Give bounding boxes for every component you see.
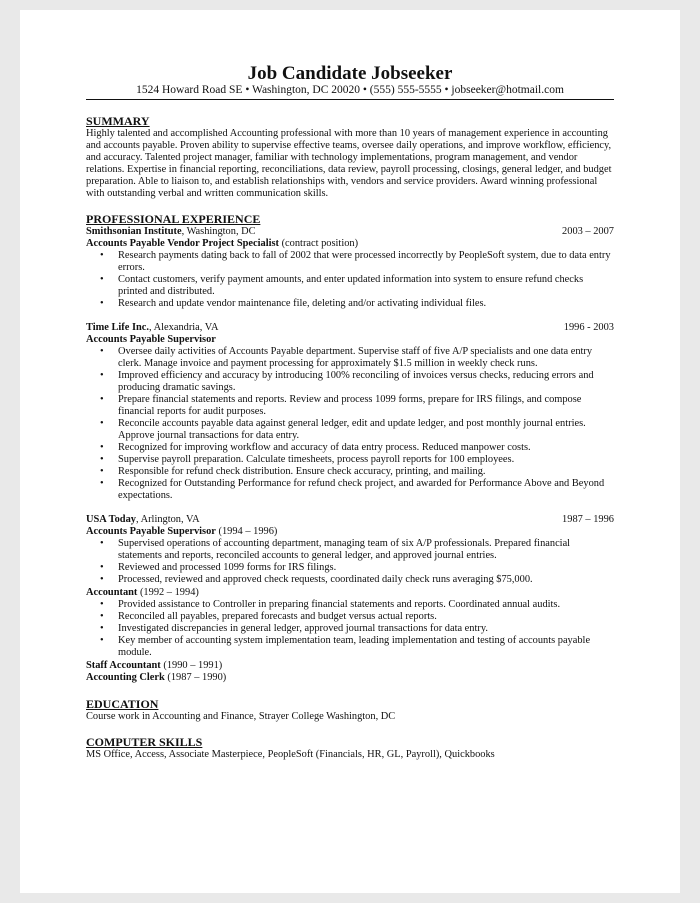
job-header [86,514,614,526]
job-subposition-line [86,587,614,599]
job-sub-bullets [86,599,614,659]
extra-role-line [86,672,614,684]
list-item: • Processed, reviewed and approved check requests, coordinated daily check runs averaging $75,000. [86,574,614,586]
job-position: Accounts Payable Supervisor [86,334,216,345]
experience-heading: PROFESSIONAL EXPERIENCE [86,212,261,226]
job-location: , Arlington, VA [135,514,200,525]
job-position-note: (contract position) [279,238,359,249]
job-position-line [86,334,614,346]
education-text: Course work in Accounting and Finance, Strayer College Washington, DC [86,711,396,722]
summary-heading: SUMMARY [86,114,150,128]
job-header [86,226,614,238]
job-subposition-note: (1992 – 1994) [137,587,199,598]
job-bullets [86,538,614,586]
job-bullets [86,250,614,310]
list-item: • Prepare financial statements and reports. Review and process 1099 forms, prepare for IRS filings, and compose financial reports for audit purposes. [86,394,614,418]
job-position-line [86,238,614,250]
extra-role-title: Staff Accountant [86,660,161,671]
job-employer: USA Today [86,514,136,525]
list-item: • Oversee daily activities of Accounts Payable department. Supervise staff of five A/P specialists and one data entry clerk. Manage invoice and payment processing for approximately $1.5 million in weekly check runs. [86,346,614,370]
education-heading: EDUCATION [86,697,159,711]
list-item: • Improved efficiency and accuracy by introducing 100% reconciling of invoices versus checks, reducing errors and producing dramatic savings. [86,370,614,394]
job-position: Accounts Payable Supervisor [86,526,216,537]
list-item: • Investigated discrepancies in general ledger, approved journal transactions for data entry. [86,623,614,635]
resume-content [86,64,614,761]
job-dates: 1996 - 2003 [563,322,614,333]
list-item: • Research payments dating back to fall of 2002 that were processed incorrectly by PeopleSoft system, due to data entry errors. [86,250,614,274]
job-header [86,322,614,334]
extra-role-note: (1990 – 1991) [160,660,223,671]
job-employer-line [86,514,200,526]
job-bullets [86,346,614,502]
list-item: • Reconciled all payables, prepared forecasts and budget versus actual reports. [86,611,614,623]
skills-heading: COMPUTER SKILLS [86,735,203,749]
list-item: • Recognized for Outstanding Performance for refund check project, and awarded for Performance Above and Beyond expectations. [86,478,614,502]
job-dates: 2003 – 2007 [562,226,614,237]
job-location: , Washington, DC [181,226,256,237]
list-item: • Recognized for improving workflow and accuracy of data entry process. Reduced manpower costs. [86,442,614,454]
list-item: • Research and update vendor maintenance file, deleting and/or activating individual files. [86,298,614,310]
list-item: • Reconcile accounts payable data against general ledger, edit and update ledger, and post monthly journal entries. Approve journal transactions for data entry. [86,418,614,442]
job-entry [86,226,614,310]
job-dates: 1987 – 1996 [562,514,614,525]
job-position-line [86,526,614,538]
job-position-note: (1994 – 1996) [215,526,278,537]
resume-page [20,10,680,893]
list-item: • Supervise payroll preparation. Calculate timesheets, process payroll reports for 100 employees. [86,454,614,466]
job-employer-line [86,322,218,334]
job-employer: Time Life Inc. [86,322,150,333]
job-location: , Alexandria, VA [149,322,219,333]
skills-text: MS Office, Access, Associate Masterpiece, PeopleSoft (Financials, HR, GL, Payroll), Quickbooks [86,749,495,760]
extra-role-line [86,660,614,672]
job-entry [86,514,614,684]
list-item: • Reviewed and processed 1099 forms for IRS filings. [86,562,614,574]
list-item: • Provided assistance to Controller in preparing financial statements and reports. Coordinated annual audits. [86,599,614,611]
extra-role-title: Accounting Clerk [86,672,165,683]
contact-line: 1524 Howard Road SE • Washington, DC 20020 • (555) 555-5555 • jobseeker@hotmail.com [86,84,614,100]
list-item: • Contact customers, verify payment amounts, and enter updated information into system to ensure refund checks printed and distributed. [86,274,614,298]
candidate-name: Job Candidate Jobseeker [247,63,453,84]
job-entry [86,322,614,502]
list-item: • Supervised operations of accounting department, managing team of six A/P professionals. Prepared financial statements and reports, reconciled accounts to general ledger, and approved journal entries. [86,538,614,562]
job-employer-line [86,226,256,238]
summary-text: Highly talented and accomplished Accounting professional with more than 10 years of management experience in accounting and accounts payable. Proven ability to supervise effective teams, oversee daily operations, and improve workflow, efficiency, and accuracy. Talented project manager, familiar with technology implementations, program management, and vendor relations. Expertise in financial reporting, reconciliations, data review, payroll processing, closings, general ledger, and budget preparation. Able to liaison to, and establish relationships with, vendors and service providers. Award winning professional with outstanding verbal and written communication skills. [86,128,612,199]
job-employer: Smithsonian Institute [86,226,182,237]
list-item: • Responsible for refund check distribution. Ensure check accuracy, printing, and mailing. [86,466,614,478]
list-item: • Key member of accounting system implementation team, leading implementation and testing of accounts payable module. [86,635,614,659]
job-subposition: Accountant [86,587,138,598]
job-position: Accounts Payable Vendor Project Specialist [86,238,279,249]
extra-role-note: (1987 – 1990) [164,672,227,683]
